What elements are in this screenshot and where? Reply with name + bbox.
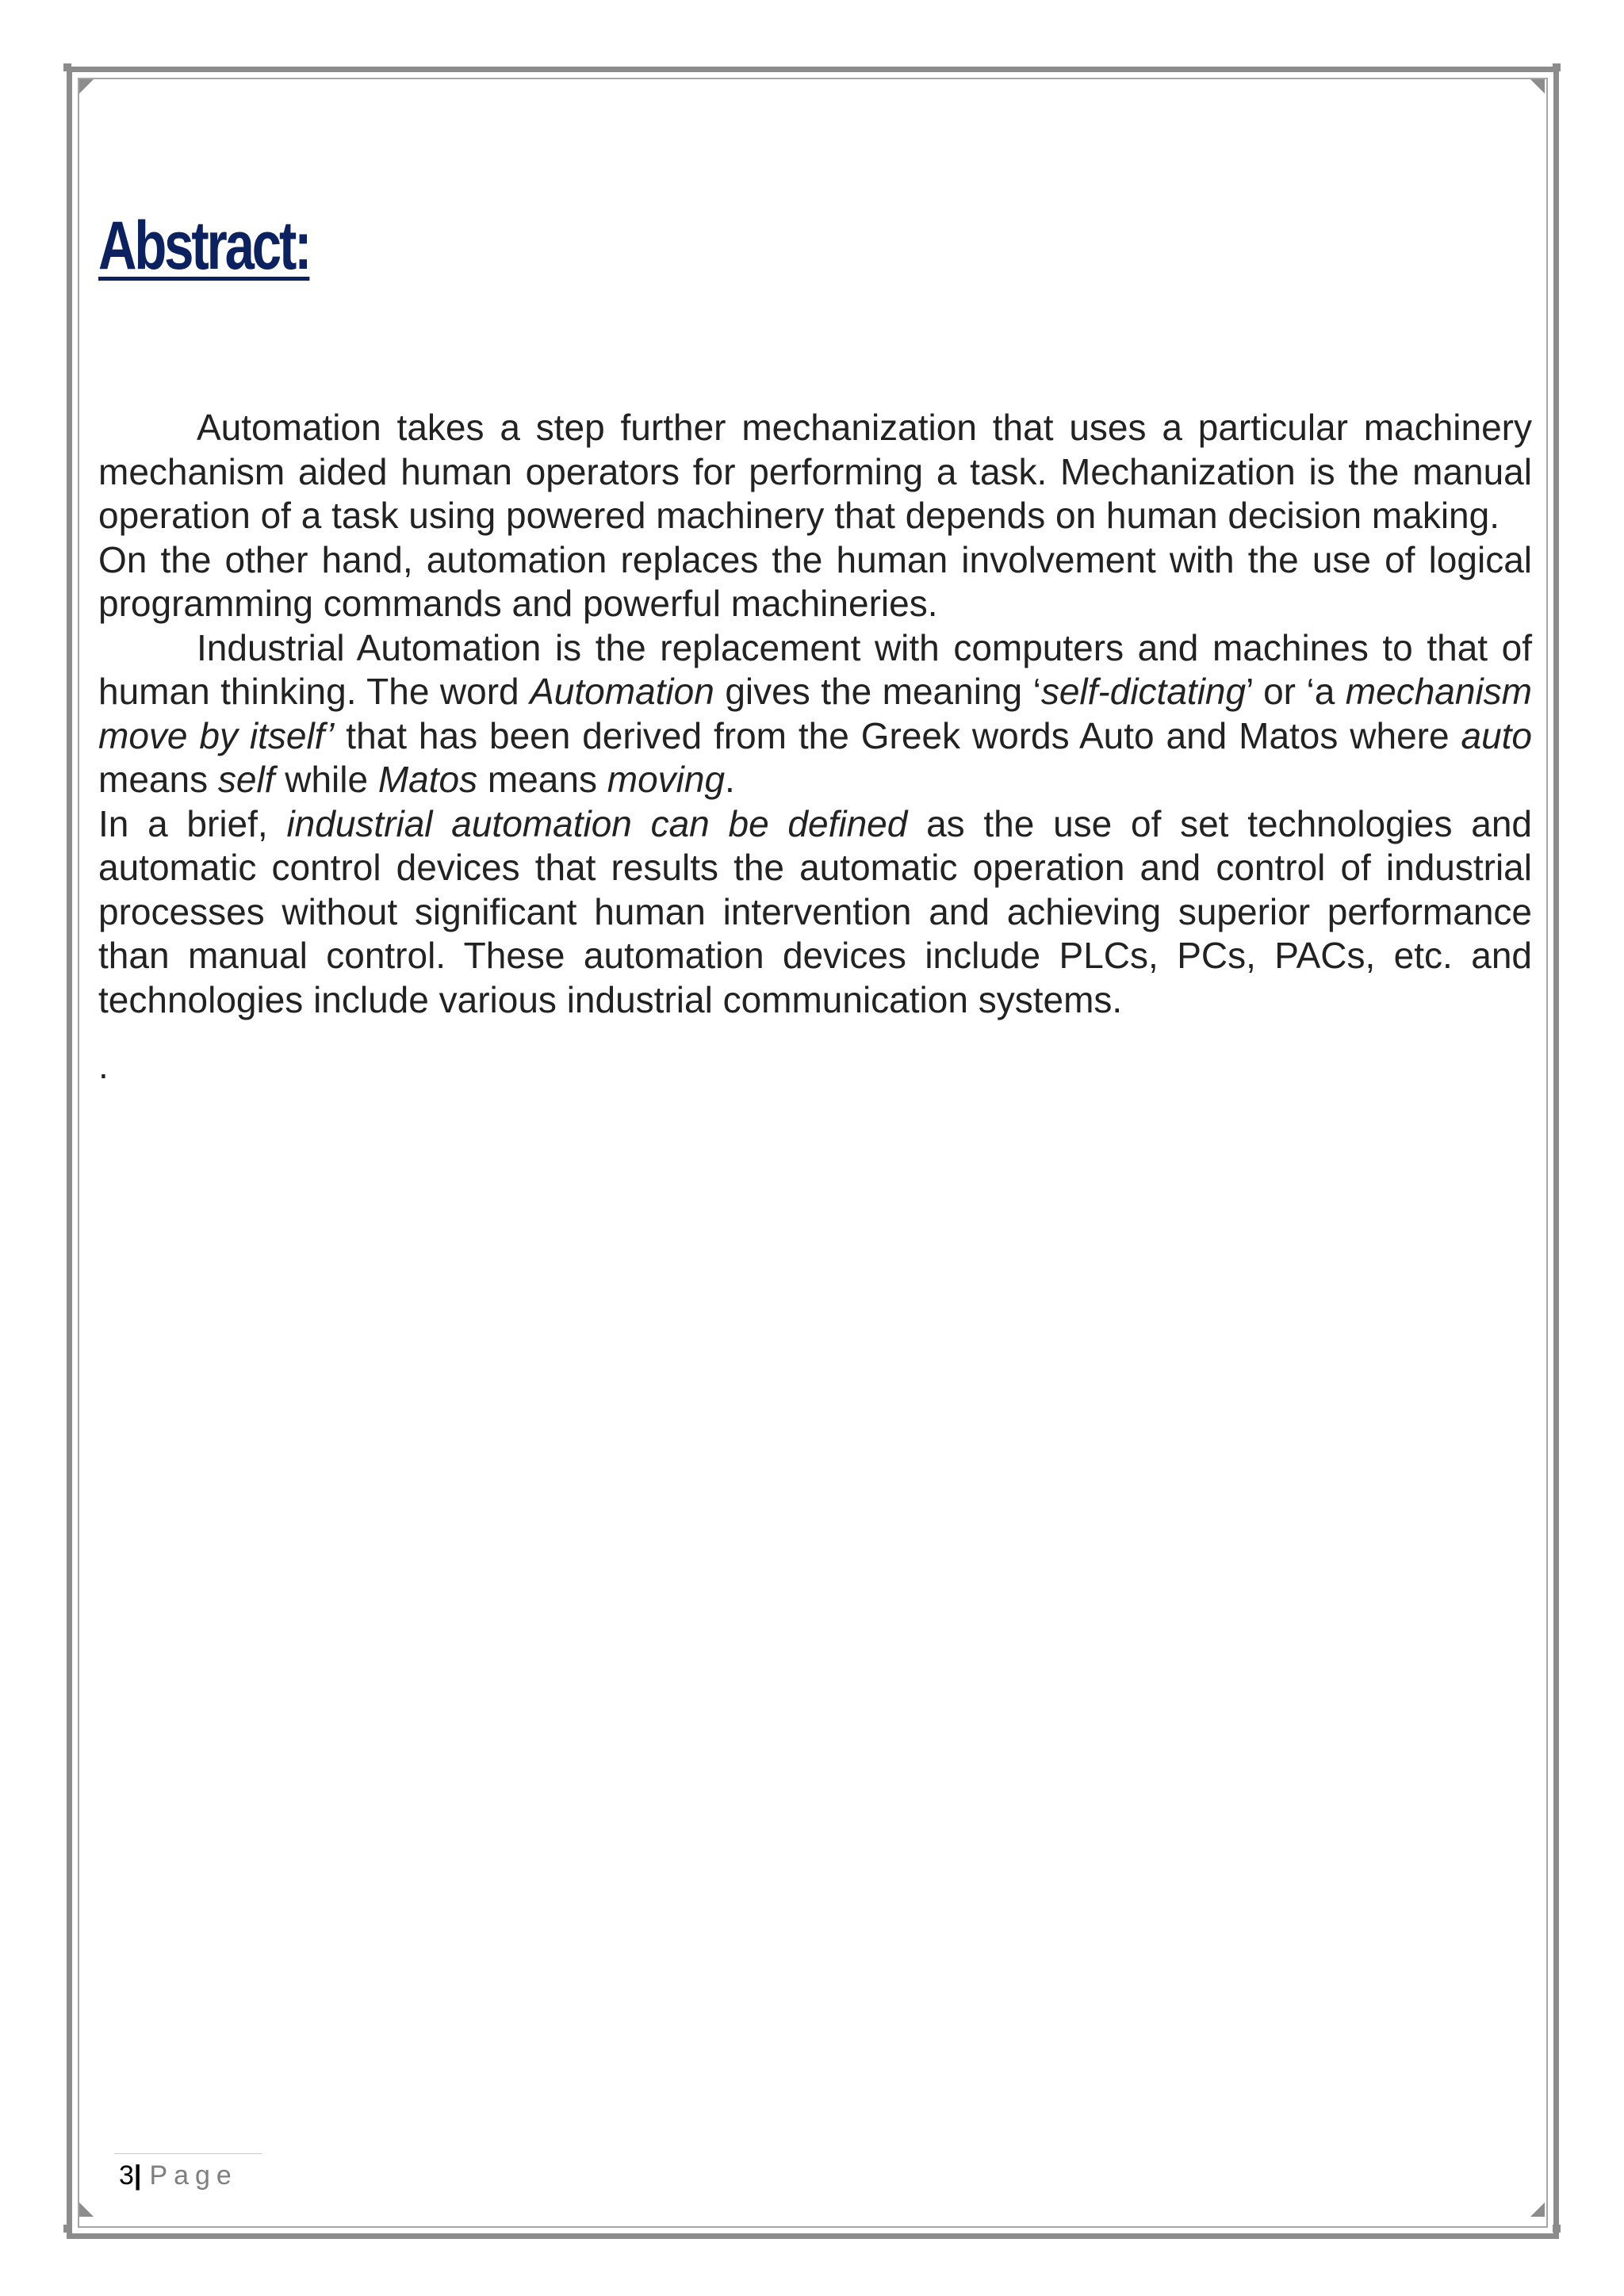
text-segment: Industrial Automation is the replacement with computers and machines to that of human thinking. The word <box>98 626 1532 712</box>
paragraph <box>98 538 1532 626</box>
text-segment: ’ or ‘a <box>1246 671 1346 712</box>
corner-ornament-top-right <box>1530 79 1545 94</box>
paragraph <box>98 802 1532 1023</box>
italic-text-segment: Matos <box>377 759 478 800</box>
frame-tick-top-right <box>1553 63 1561 71</box>
text-segment: as the use of set technologies and automatic control devices that results the automatic operation and control of industrial processes without significant human intervention and achieving superior performance than manual control. These automation devices include PLCs, PCs, PACs, etc. and technologies include various industrial communication systems. <box>98 802 1532 1020</box>
text-segment: Automation takes a step further mechanization that uses a particular machinery mechanism aided human operators for performing a task. Mechanization is the manual operation of a task using powered machinery that depends on human decision making. <box>98 407 1532 536</box>
text-segment: . <box>725 759 735 800</box>
corner-ornament-top-left <box>79 79 94 94</box>
abstract-body <box>98 406 1532 1089</box>
text-segment: that has been derived from the Greek words Auto and Matos where <box>334 714 1461 756</box>
text-segment: gives the meaning ‘ <box>714 671 1041 712</box>
italic-text-segment: industrial automation can be defined <box>286 802 908 844</box>
italic-text-segment: Automation <box>530 671 714 712</box>
page-separator: | <box>133 2160 142 2191</box>
corner-ornament-bottom-right <box>1530 2202 1545 2217</box>
corner-ornament-bottom-left <box>79 2202 94 2217</box>
page-footer <box>119 2158 238 2193</box>
italic-text-segment: auto <box>1461 714 1533 756</box>
paragraph <box>98 626 1532 802</box>
italic-text-segment: self <box>217 759 275 800</box>
frame-tick-bottom-left <box>63 2225 71 2233</box>
text-segment: In a brief, <box>98 802 287 844</box>
section-heading: Abstract: <box>98 208 310 284</box>
italic-text-segment: mechanism move by itself’ <box>98 671 1532 756</box>
frame-tick-top-left <box>63 63 71 71</box>
trailing-mark: . <box>98 1045 109 1086</box>
paragraph <box>98 406 1532 538</box>
page-content <box>98 206 1532 1089</box>
italic-text-segment: self-dictating <box>1040 671 1247 712</box>
footer-rule <box>114 2153 262 2154</box>
page-number: 3 <box>119 2160 134 2191</box>
text-segment: means <box>98 759 218 800</box>
text-segment: On the other hand, automation replaces the human involvement with the use of logical programming commands and powerful machineries. <box>98 538 1532 624</box>
text-segment: means <box>477 759 607 800</box>
page-label: Page <box>149 2160 238 2191</box>
frame-tick-bottom-right <box>1553 2225 1561 2233</box>
italic-text-segment: moving <box>607 759 726 800</box>
text-segment: while <box>274 759 378 800</box>
